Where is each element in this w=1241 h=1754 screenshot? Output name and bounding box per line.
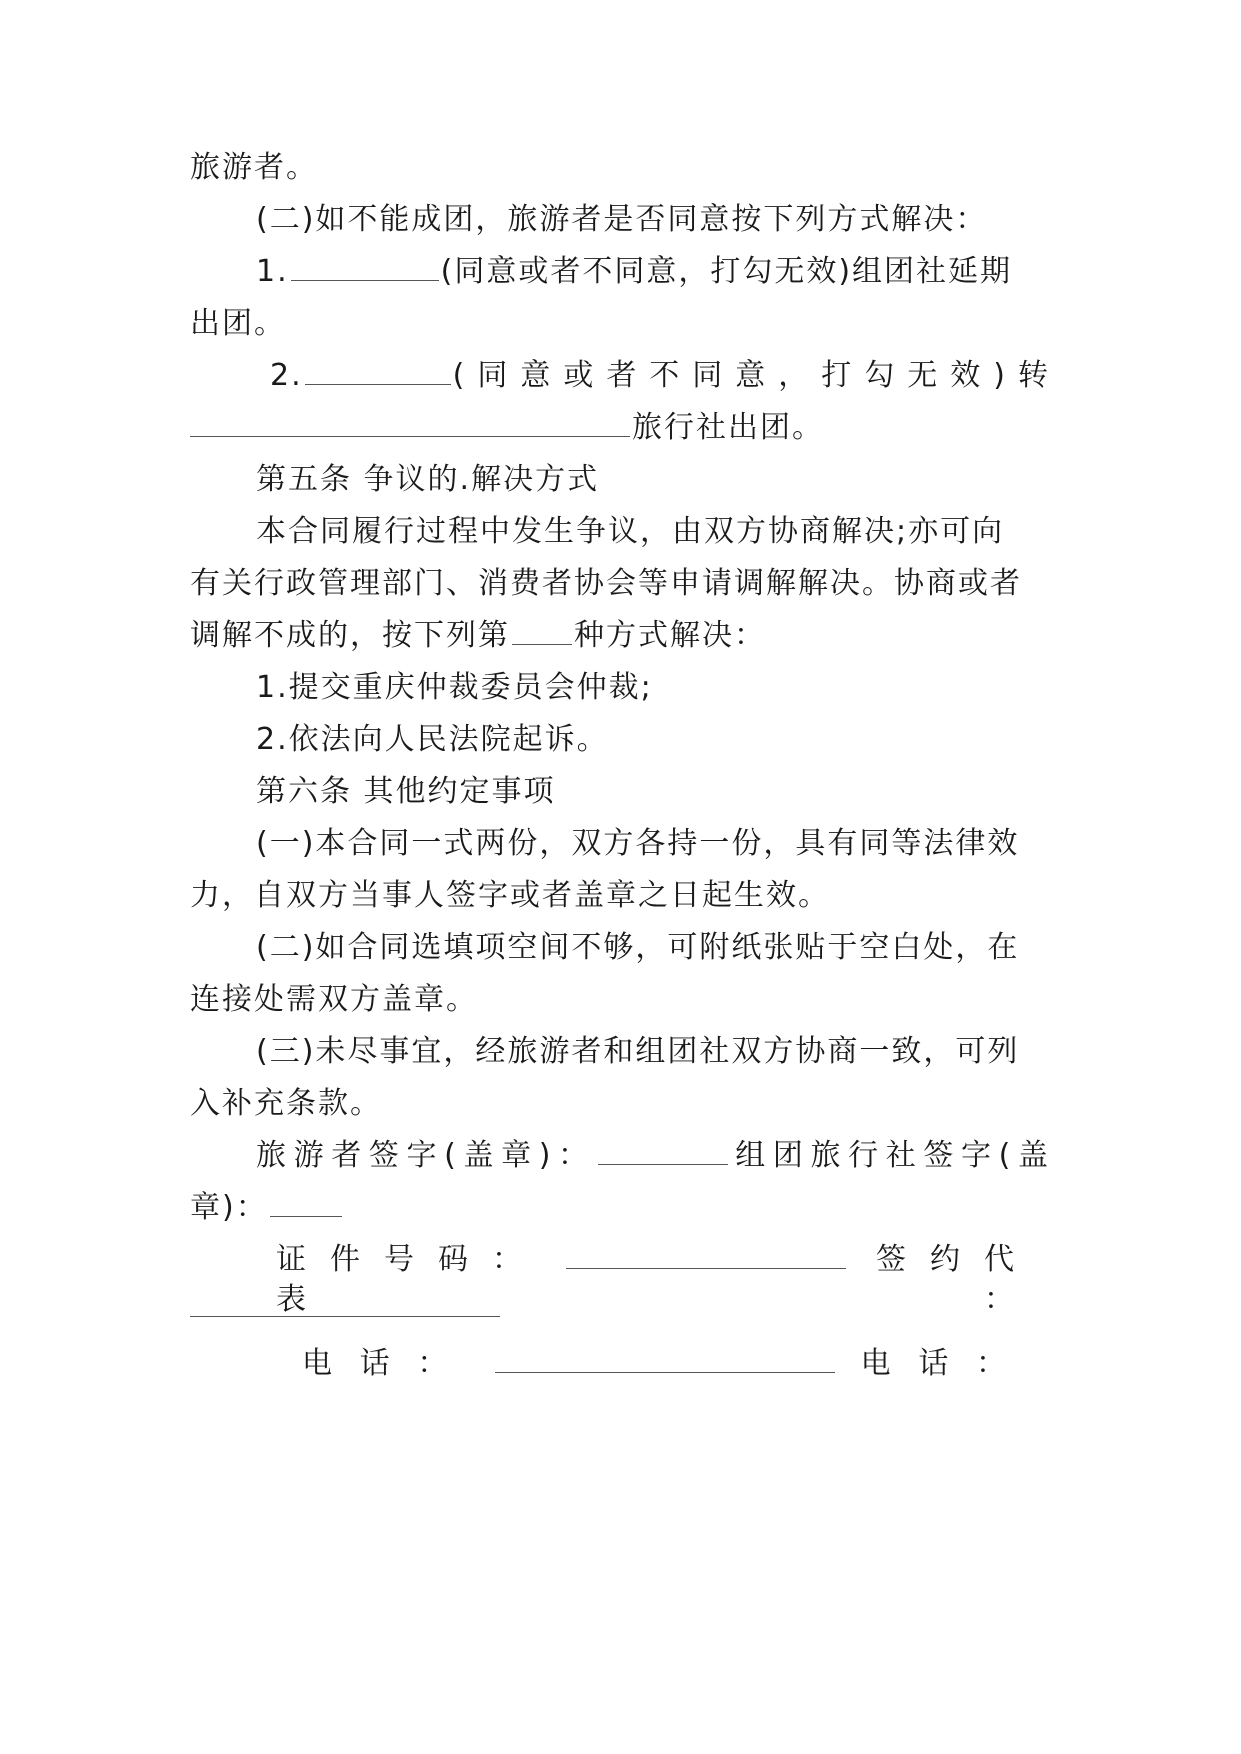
dispute-text-suffix: 种方式解决： <box>574 618 766 653</box>
option-2-number: 2. <box>270 358 303 393</box>
id-number-line <box>276 1240 1028 1320</box>
id-number-blank[interactable] <box>566 1242 846 1269</box>
option-1-text: (同意或者不同意，打勾无效)组团社延期 <box>440 254 1013 289</box>
tourist-signature-label: 旅游者签字(盖章)： <box>256 1138 596 1173</box>
text-line-19: 入补充条款。 <box>190 1086 382 1121</box>
article-5-heading: 第五条 争议的.解决方式 <box>256 462 600 497</box>
agency-signature-label-end: 章)： <box>190 1190 268 1225</box>
phone-line <box>302 1344 1028 1384</box>
text-line-10 <box>190 616 1050 656</box>
tourist-phone-label: 电话： <box>302 1346 475 1381</box>
text-line-16: (二)如合同选填项空间不够，可附纸张贴于空白处，在 <box>256 930 1020 965</box>
text-line-9: 有关行政管理部门、消费者协会等申请调解解决。协商或者 <box>190 566 1022 601</box>
option-1-blank[interactable] <box>291 254 439 281</box>
travel-agency-blank[interactable] <box>190 410 630 437</box>
text-line-6 <box>190 408 1050 448</box>
text-line-12: 2.依法向人民法院起诉。 <box>256 722 609 757</box>
signature-line-1 <box>256 1136 1050 1176</box>
agency-signature-label: 组团旅行社签字(盖 <box>729 1138 1050 1173</box>
article-6-heading: 第六条 其他约定事项 <box>256 774 556 809</box>
text-line-4: 出团。 <box>190 306 286 341</box>
representative-label: 签约代表： <box>276 1242 1028 1317</box>
text-line-14: (一)本合同一式两份，双方各持一份，具有同等法律效 <box>256 826 1020 861</box>
agency-signature-blank[interactable] <box>270 1190 342 1217</box>
text-line-3 <box>256 252 1050 292</box>
representative-blank[interactable] <box>190 1316 500 1317</box>
option-2-text: (同意或者不同意，打勾无效)转 <box>452 358 1050 393</box>
text-line-18: (三)未尽事宜，经旅游者和组团社双方协商一致，可列 <box>256 1034 1020 1069</box>
text-line-15: 力，自双方当事人签字或者盖章之日起生效。 <box>190 878 830 913</box>
signature-line-2 <box>190 1188 1050 1228</box>
text-line-8: 本合同履行过程中发生争议，由双方协商解决;亦可向 <box>256 514 1005 549</box>
agency-phone-label: 电话： <box>855 1346 1028 1381</box>
tourist-phone-blank[interactable] <box>495 1346 835 1373</box>
id-number-label: 证件号码： <box>276 1242 546 1277</box>
text-line-5 <box>270 356 1050 396</box>
dispute-text-prefix: 调解不成的，按下列第 <box>190 618 510 653</box>
dispute-method-blank[interactable] <box>512 618 572 645</box>
travel-agency-text: 旅行社出团。 <box>632 410 824 445</box>
option-2-blank[interactable] <box>305 358 451 385</box>
text-line-1: 旅游者。 <box>190 150 318 185</box>
text-line-17: 连接处需双方盖章。 <box>190 982 478 1017</box>
option-1-number: 1. <box>256 254 289 289</box>
tourist-signature-blank[interactable] <box>598 1138 728 1165</box>
text-line-11: 1.提交重庆仲裁委员会仲裁; <box>256 670 653 705</box>
text-line-2: (二)如不能成团，旅游者是否同意按下列方式解决： <box>256 202 988 237</box>
